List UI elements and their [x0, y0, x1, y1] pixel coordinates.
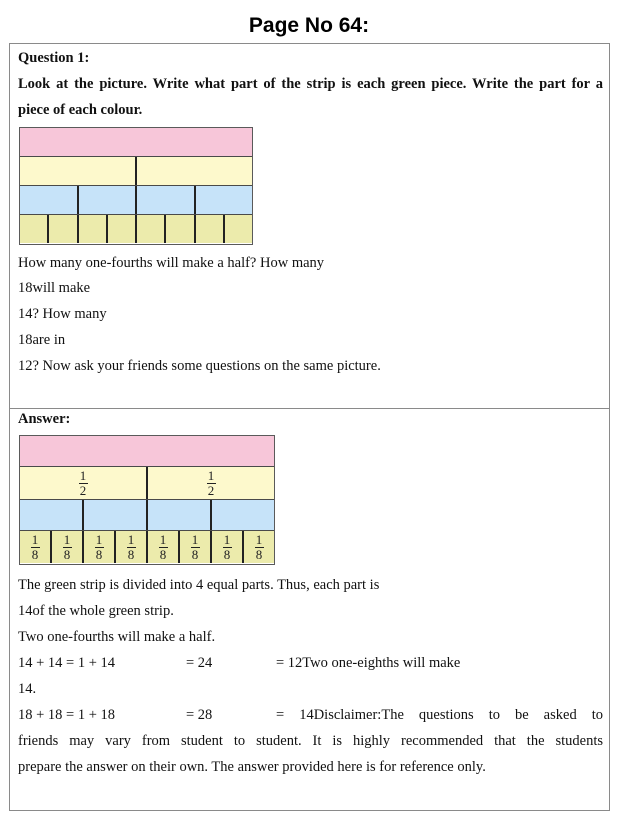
strip-cell-eighth: [180, 531, 212, 563]
question-answer-box: [9, 43, 610, 811]
answer-text-line: 14of the whole green strip.: [18, 603, 174, 619]
strip-cell: [79, 215, 108, 243]
strip-row-fourths: [20, 500, 274, 531]
question-text-line: 18will make: [18, 280, 91, 296]
equation-2-part-b: = 28: [186, 707, 213, 723]
answer-heading: Answer:: [18, 411, 71, 427]
strip-cell: [79, 186, 138, 214]
strip-cell: [108, 215, 137, 243]
strip-cell-eighth: [52, 531, 84, 563]
question-text-line: How many one-fourths will make a half? How many: [18, 255, 325, 271]
strip-cell-eighth: [116, 531, 148, 563]
fraction-one-half: $\frac{1}{2}$: [207, 467, 215, 498]
answer-fraction-strip: [19, 435, 275, 565]
equation-2-part-a: 18 + 18 = 1 + 18: [18, 707, 116, 723]
equation-1-tail: 14.: [18, 681, 37, 697]
answer-text-line: Two one-fourths will make a half.: [18, 629, 216, 645]
equation-1-part-c: = 12Two one-eighths will make: [276, 655, 461, 671]
strip-cell: [84, 500, 148, 530]
fraction-one-eighth: $\frac{1}{8}$: [159, 531, 167, 562]
section-divider: [10, 408, 609, 409]
strip-cell-eighth: [20, 531, 52, 563]
strip-cell-half: [20, 467, 148, 499]
question-text-line: 14? How many: [18, 306, 107, 322]
strip-cell-eighth: [84, 531, 116, 563]
strip-cell: [49, 215, 78, 243]
strip-row-halves: [20, 157, 252, 186]
answer-text-line: The green strip is divided into 4 equal parts. Thus, each part is: [18, 577, 380, 593]
strip-cell: [148, 500, 212, 530]
strip-row-halves: [20, 467, 274, 500]
strip-cell: [196, 215, 225, 243]
question-prompt-line-1: Look at the picture. Write what part of the strip is each green piece. Write the part for a: [18, 76, 603, 92]
strip-cell: [137, 157, 252, 185]
strip-cell: [20, 500, 84, 530]
question-fraction-strip: [19, 127, 253, 245]
strip-cell: [20, 157, 137, 185]
fraction-one-half: $\frac{1}{2}$: [79, 467, 87, 498]
disclaimer-line-3: prepare the answer on their own. The answer provided here is for reference only.: [18, 759, 486, 775]
fraction-one-eighth: $\frac{1}{8}$: [31, 531, 39, 562]
equation-1-part-a: 14 + 14 = 1 + 14: [18, 655, 116, 671]
fraction-one-eighth: $\frac{1}{8}$: [127, 531, 135, 562]
strip-cell-eighth: [148, 531, 180, 563]
equation-2-part-c: = 14Disclaimer:The questions to be asked to: [276, 707, 603, 723]
strip-cell: [225, 215, 252, 243]
strip-row-eighths: [20, 215, 252, 243]
strip-cell: [137, 186, 196, 214]
strip-cell: [137, 215, 166, 243]
fraction-one-eighth: $\frac{1}{8}$: [63, 531, 71, 562]
question-prompt-line-2: piece of each colour.: [18, 102, 143, 118]
question-text-line: 12? Now ask your friends some questions on the same picture.: [18, 358, 381, 374]
strip-cell-half: [148, 467, 274, 499]
strip-cell: [20, 186, 79, 214]
fraction-one-eighth: $\frac{1}{8}$: [223, 531, 231, 562]
equation-line-1: [18, 655, 460, 672]
strip-cell-eighth: [244, 531, 274, 563]
question-heading: Question 1:: [18, 50, 90, 66]
strip-cell: [166, 215, 195, 243]
page-title: Page No 64:: [248, 14, 370, 37]
strip-row-fourths: [20, 186, 252, 215]
strip-row-whole: [20, 436, 274, 467]
equation-1-part-b: = 24: [186, 655, 213, 671]
fraction-one-eighth: $\frac{1}{8}$: [95, 531, 103, 562]
strip-row-eighths: [20, 531, 274, 563]
strip-cell: [20, 436, 274, 466]
disclaimer-line-2: friends may vary from student to student. It is highly recommended that the students: [18, 733, 603, 749]
strip-cell: [196, 186, 253, 214]
strip-cell: [20, 215, 49, 243]
strip-cell-eighth: [212, 531, 244, 563]
strip-cell: [20, 128, 252, 156]
fraction-one-eighth: $\frac{1}{8}$: [191, 531, 199, 562]
question-text-line: 18are in: [18, 332, 66, 348]
fraction-one-eighth: $\frac{1}{8}$: [255, 531, 263, 562]
equation-line-2: [18, 707, 603, 724]
strip-row-whole: [20, 128, 252, 157]
strip-cell: [212, 500, 274, 530]
